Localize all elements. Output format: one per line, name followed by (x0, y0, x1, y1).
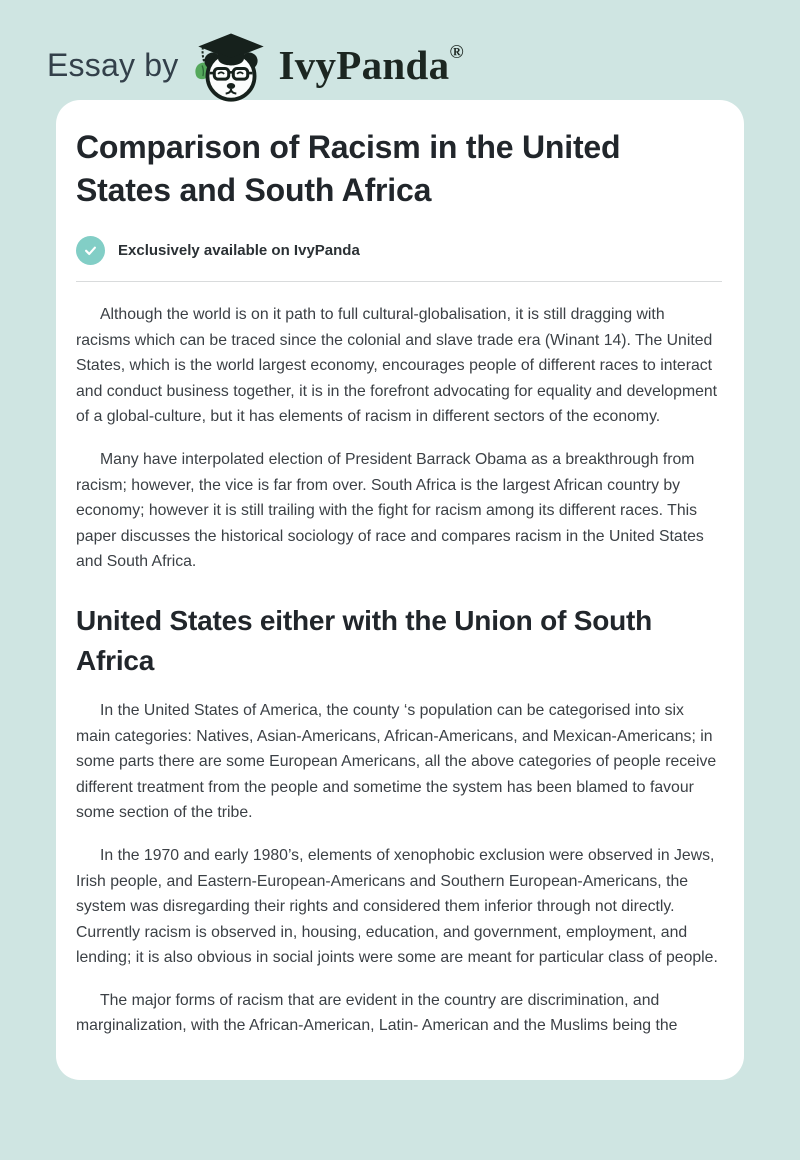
essay-body (76, 302, 722, 1039)
brand-wordmark (278, 41, 464, 89)
divider (76, 281, 722, 282)
availability-label: Exclusively available on IvyPanda (118, 242, 360, 259)
essay-title: Comparison of Racism in the United States and South Africa (76, 129, 621, 208)
section-heading: United States either with the Union of South Africa (76, 604, 653, 676)
paragraph: In the 1970 and early 1980’s, elements of xenophobic exclusion were observed in Jews, Irish people, and Eastern-European-Americans and Southern European-Americans, the system was disregarding their rights and considered them inferior through not directly. Currently racism is observed in, housing, education, and government, employment, and lending; it is also obvious in social joints were some are meant for particular class of people. (76, 846, 718, 967)
paragraph: In the United States of America, the county ‘s population can be categorised into six main categories: Natives, Asian-Americans, African-Americans, and Mexican-Americans; in some parts there are some European Americans, all the above categories of people receive different treatment from the people and sometime the system has been blamed to favour some section of the tribe. (76, 701, 717, 822)
registered-trademark: ® (449, 42, 464, 63)
availability-badge (76, 236, 722, 265)
panda-graduate-logo-icon (192, 29, 270, 105)
paragraph: Although the world is on it path to full cultural-globalisation, it is still dragging with racisms which can be traced since the colonial and slave trade era (Winant 14). The United States, which is the world largest economy, encourages people of different races to interact and conduct business together, it is in the forefront advocating for equality and development of a global-culture, but it has elements of racism in different sectors of the economy. (76, 306, 718, 426)
brand-name: IvyPanda (278, 42, 450, 88)
essay-by-label: Essay by (47, 46, 179, 83)
check-circle-icon (76, 236, 105, 265)
paragraph: Many have interpolated election of President Barrack Obama as a breakthrough from racism; however, the vice is far from over. South Africa is the largest African country by economy; however it is still trailing with the fight for racism among its different races. This paper discusses the historical sociology of race and compares racism in the United States and South Africa. (76, 450, 704, 571)
paragraph: The major forms of racism that are evident in the country are discrimination, and marginalization, with the African-American, Latin- American and the Muslims being the (76, 991, 678, 1035)
page-header (0, 0, 800, 100)
essay-card (56, 100, 744, 1080)
